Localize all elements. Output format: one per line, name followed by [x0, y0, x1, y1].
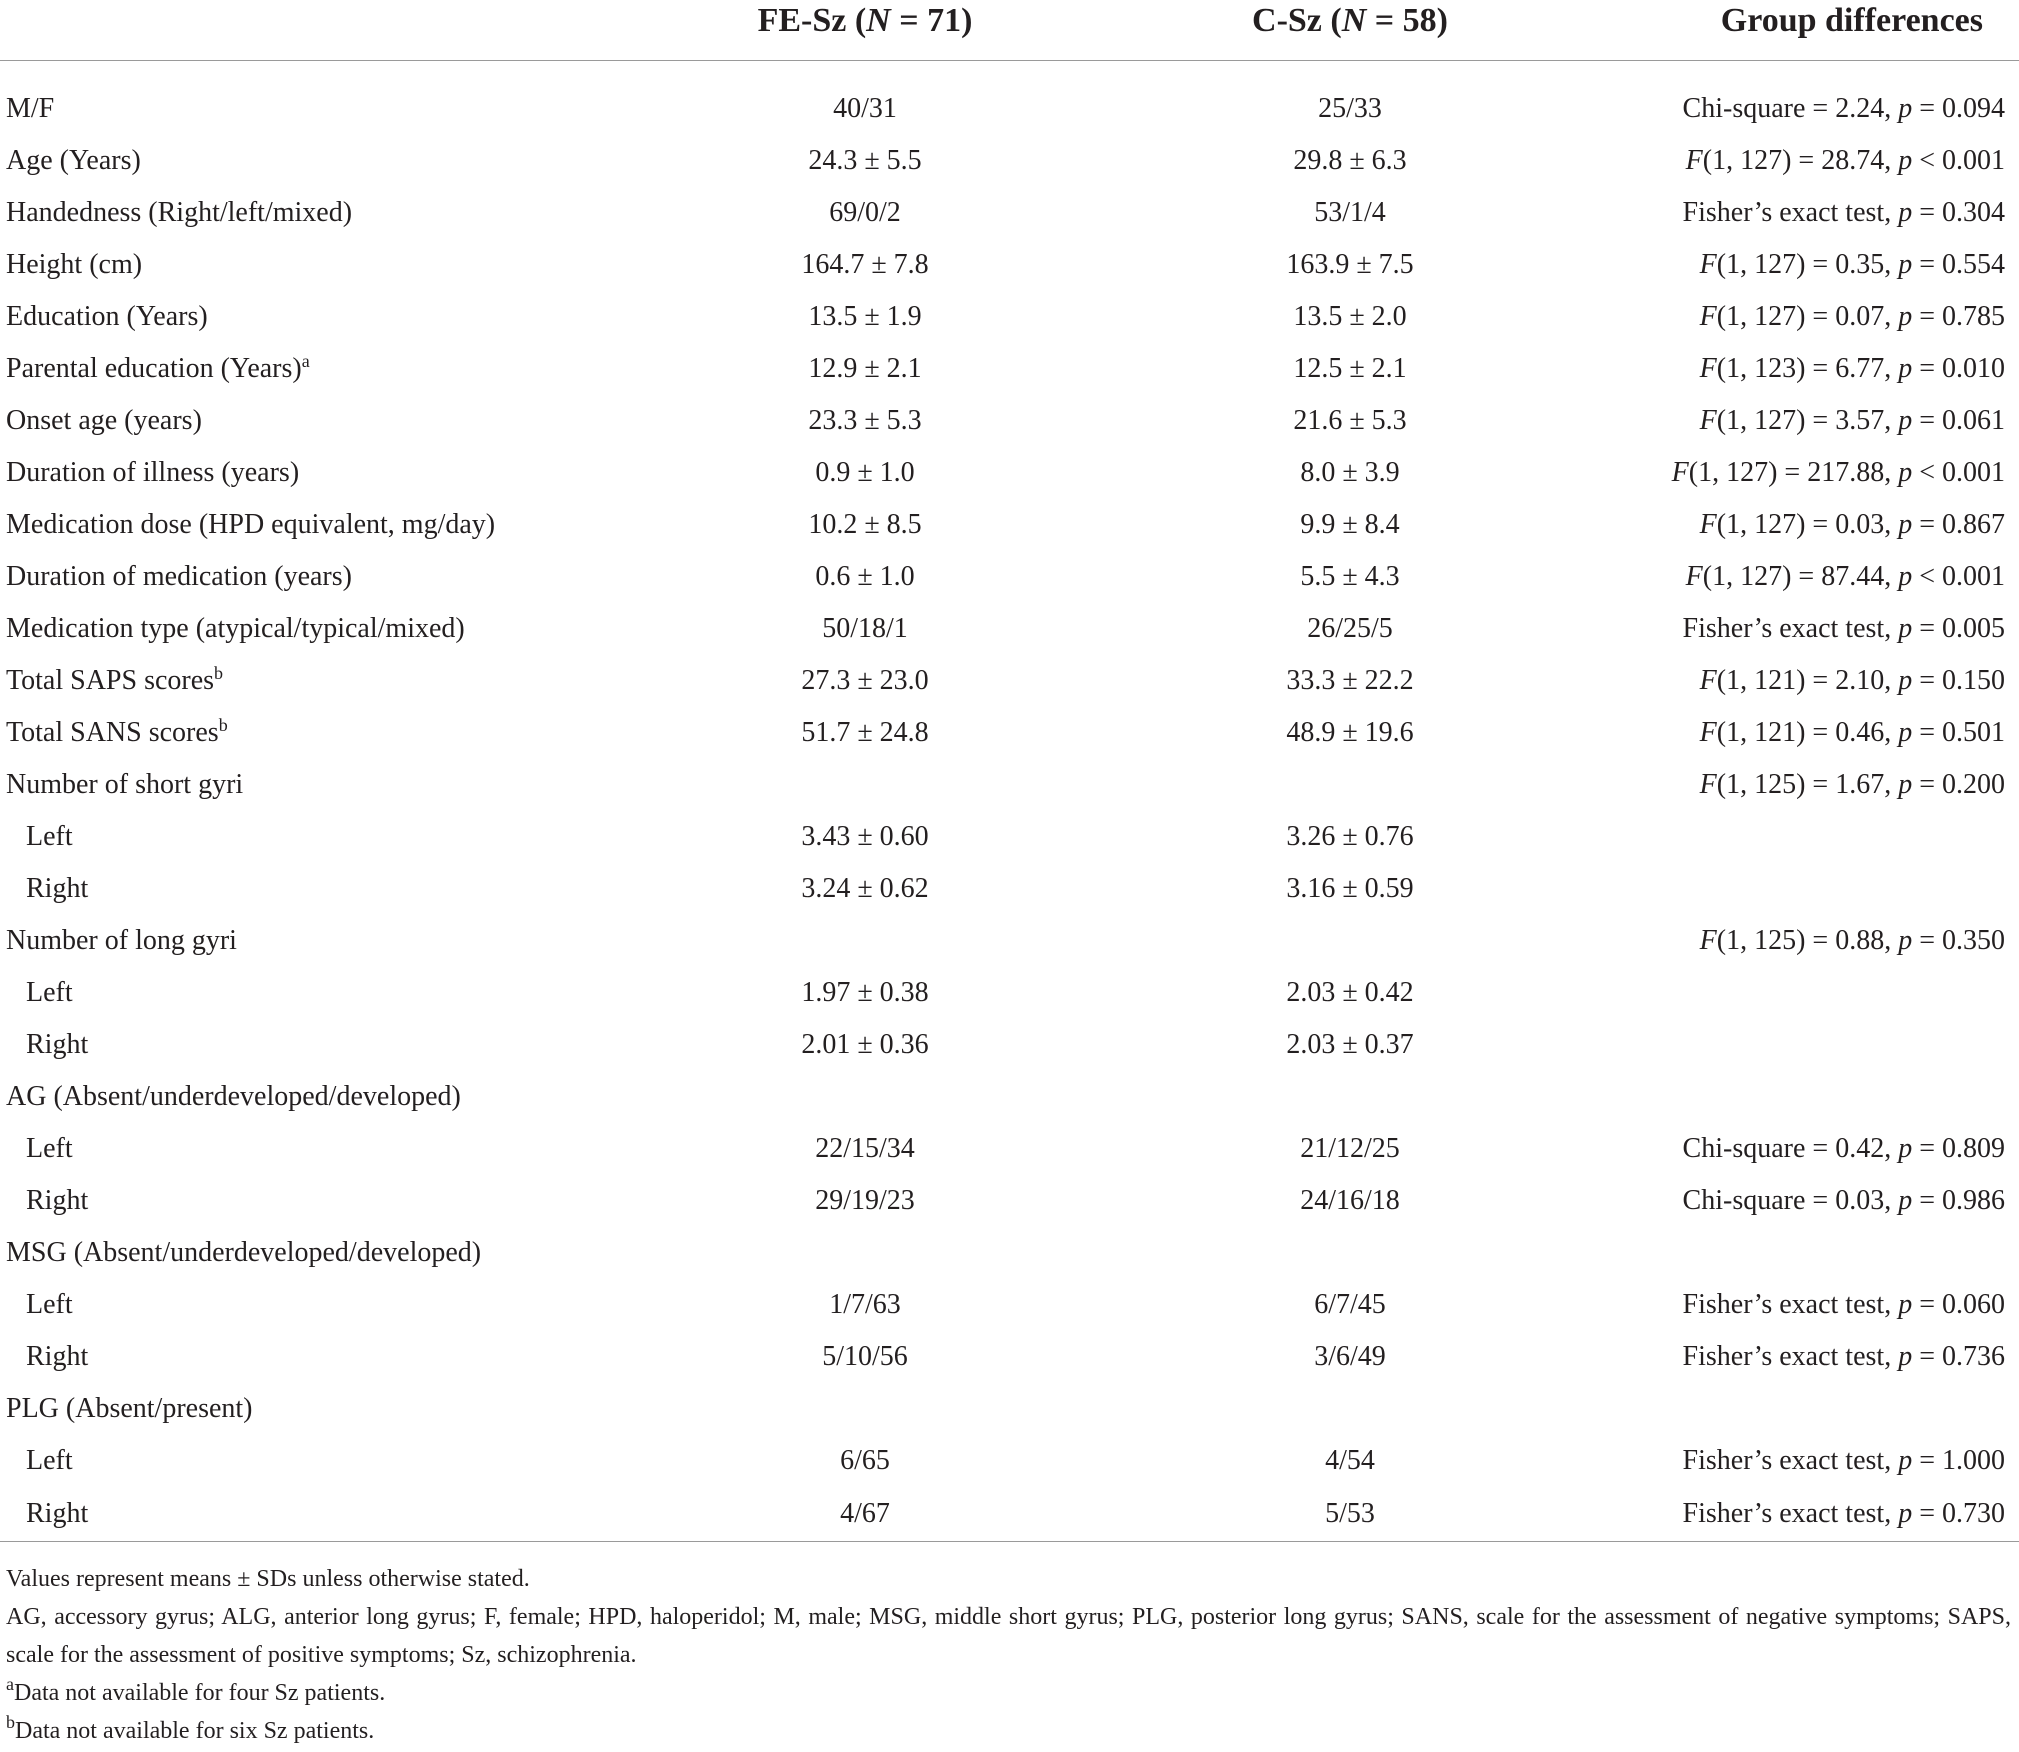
table-row — [0, 759, 2019, 811]
c-sz-value: 3.26 ± 0.76 — [1286, 821, 1414, 852]
row-label: Age (Years) — [6, 145, 141, 176]
group-difference-value: Fisher’s exact test, p = 0.060 — [1682, 1289, 2005, 1320]
table-row — [0, 1071, 2019, 1123]
row-label: PLG (Absent/present) — [6, 1393, 253, 1424]
footnote-marker: a — [301, 351, 310, 371]
table-row — [0, 499, 2019, 551]
row-label: Left — [26, 821, 73, 852]
c-sz-value: 9.9 ± 8.4 — [1300, 509, 1400, 540]
fe-sz-value — [680, 1071, 1050, 1123]
c-sz-value: 24/16/18 — [1300, 1185, 1400, 1216]
row-label: AG (Absent/underdeveloped/developed) — [6, 1081, 461, 1112]
fe-sz-value: 13.5 ± 1.9 — [808, 301, 922, 332]
group-difference-value: Fisher’s exact test, p = 0.736 — [1682, 1341, 2005, 1372]
fe-sz-value: 51.7 ± 24.8 — [801, 717, 929, 748]
c-sz-value: 48.9 ± 19.6 — [1286, 717, 1414, 748]
row-label: Parental education (Years)$^a$ — [6, 351, 310, 384]
table-row — [0, 395, 2019, 447]
group-difference-value — [1650, 1019, 2019, 1071]
table-row — [0, 1175, 2019, 1227]
fe-sz-value: 5/10/56 — [822, 1341, 908, 1372]
table-row — [0, 343, 2019, 395]
c-sz-value: 26/25/5 — [1307, 613, 1393, 644]
fe-sz-value: 0.6 ± 1.0 — [815, 561, 915, 592]
fe-sz-value: 3.43 ± 0.60 — [801, 821, 929, 852]
group-difference-value: F(1, 127) = 28.74, p < 0.001 — [1685, 145, 2005, 176]
table-row — [0, 1383, 2019, 1435]
fe-sz-value — [680, 1227, 1050, 1279]
row-label: Right — [0, 1487, 680, 1542]
table-row — [0, 655, 2019, 707]
group-difference-value: Chi-square = 2.24, p = 0.094 — [1682, 93, 2005, 124]
row-label: Left — [26, 977, 73, 1008]
note-abbreviations: AG, accessory gyrus; ALG, anterior long gyrus; F, female; HPD, haloperidol; M, male; MSG, middle short gyrus; PLG, posterior long gyrus; SANS, scale for the assessment of negative symptoms; SAPS, scale for the assessment of positive symptoms; Sz, schizophrenia. — [6, 1604, 2011, 1668]
fe-sz-value — [680, 1383, 1050, 1435]
table-notes — [6, 1560, 2011, 1750]
fe-sz-value: 1/7/63 — [829, 1289, 901, 1320]
fe-sz-value: 27.3 ± 23.0 — [801, 665, 929, 696]
fe-sz-value: 69/0/2 — [829, 197, 901, 228]
fe-sz-value: 1.97 ± 0.38 — [801, 977, 929, 1008]
table-row — [0, 551, 2019, 603]
fe-sz-value: 164.7 ± 7.8 — [801, 249, 929, 280]
row-label: Handedness (Right/left/mixed) — [6, 197, 353, 228]
table-row — [0, 1019, 2019, 1071]
row-label: Right — [26, 1185, 89, 1216]
table-row — [0, 239, 2019, 291]
c-sz-value — [1050, 1227, 1650, 1279]
c-sz-value: 5.5 ± 4.3 — [1300, 561, 1400, 592]
row-label: Medication type (atypical/typical/mixed) — [6, 613, 465, 644]
table-row — [0, 915, 2019, 967]
fe-sz-value: 24.3 ± 5.5 — [808, 145, 922, 176]
header-c-sz: C-Sz (N = 58) — [1050, 0, 1650, 61]
header-label-column — [0, 0, 680, 61]
c-sz-value: 21.6 ± 5.3 — [1293, 405, 1407, 436]
table-row — [0, 1123, 2019, 1175]
table-row — [0, 967, 2019, 1019]
fe-sz-value: 12.9 ± 2.1 — [808, 353, 922, 384]
row-label: Total SAPS scores$^b$ — [6, 663, 224, 696]
table-row — [0, 811, 2019, 863]
footnote-b: $^b$Data not available for six Sz patients. — [6, 1712, 375, 1744]
c-sz-value: 5/53 — [1050, 1487, 1650, 1542]
footnote-marker: b — [218, 715, 228, 735]
c-sz-value: 53/1/4 — [1314, 197, 1386, 228]
row-label: Number of long gyri — [6, 925, 237, 956]
table-row — [0, 291, 2019, 343]
row-label: Medication dose (HPD equivalent, mg/day) — [6, 509, 496, 540]
group-difference-value: Fisher’s exact test, p = 0.730 — [1650, 1487, 2019, 1542]
row-label: M/F — [6, 93, 55, 124]
group-difference-value — [1650, 811, 2019, 863]
c-sz-value: 163.9 ± 7.5 — [1286, 249, 1414, 280]
row-label: Education (Years) — [6, 301, 208, 332]
fe-sz-value: 4/67 — [680, 1487, 1050, 1542]
c-sz-value: 29.8 ± 6.3 — [1293, 145, 1407, 176]
c-sz-value: 6/7/45 — [1314, 1289, 1386, 1320]
c-sz-value — [1050, 1071, 1650, 1123]
row-label: Number of short gyri — [6, 769, 244, 800]
group-difference-value: F(1, 127) = 3.57, p = 0.061 — [1699, 405, 2005, 436]
group-difference-value — [1650, 863, 2019, 915]
group-difference-value: F(1, 127) = 0.35, p = 0.554 — [1699, 249, 2005, 280]
c-sz-value — [1050, 759, 1650, 811]
fe-sz-value — [680, 759, 1050, 811]
header-row — [0, 0, 2019, 61]
group-difference-value — [1650, 1227, 2019, 1279]
table-row — [0, 603, 2019, 655]
table-row — [0, 1227, 2019, 1279]
fe-sz-value: 22/15/34 — [815, 1133, 915, 1164]
group-difference-value: F(1, 127) = 0.03, p = 0.867 — [1699, 509, 2005, 540]
row-label: Duration of medication (years) — [6, 561, 352, 592]
group-difference-value: Fisher’s exact test, p = 0.304 — [1682, 197, 2005, 228]
row-label: Onset age (years) — [6, 405, 202, 436]
c-sz-value: 3.16 ± 0.59 — [1286, 873, 1414, 904]
fe-sz-value: 29/19/23 — [815, 1185, 915, 1216]
group-difference-value: F(1, 127) = 217.88, p < 0.001 — [1671, 457, 2005, 488]
fe-sz-value: 2.01 ± 0.36 — [801, 1029, 929, 1060]
fe-sz-value: 0.9 ± 1.0 — [815, 457, 915, 488]
note-values: Values represent means ± SDs unless otherwise stated. — [6, 1566, 530, 1592]
fe-sz-value: 10.2 ± 8.5 — [808, 509, 922, 540]
fe-sz-value: 3.24 ± 0.62 — [801, 873, 929, 904]
c-sz-value — [1050, 1383, 1650, 1435]
footnote-a: $^a$Data not available for four Sz patients. — [6, 1674, 386, 1706]
group-difference-value: F(1, 125) = 0.88, p = 0.350 — [1699, 925, 2005, 956]
group-difference-value: F(1, 121) = 0.46, p = 0.501 — [1699, 717, 2005, 748]
table-row — [0, 135, 2019, 187]
group-difference-value: Fisher’s exact test, p = 0.005 — [1682, 613, 2005, 644]
header-fe-sz: FE-Sz (N = 71) — [680, 0, 1050, 61]
fe-sz-value — [680, 915, 1050, 967]
group-difference-value: Fisher’s exact test, p = 1.000 — [1682, 1445, 2005, 1476]
group-difference-value: F(1, 127) = 0.07, p = 0.785 — [1699, 301, 2005, 332]
c-sz-value: 33.3 ± 22.2 — [1286, 665, 1414, 696]
header-group-differences: Group differences — [1650, 0, 2019, 61]
c-sz-value: 3/6/49 — [1314, 1341, 1386, 1372]
table-body — [0, 83, 2019, 1542]
row-label: MSG (Absent/underdeveloped/developed) — [6, 1237, 482, 1268]
row-label: Height (cm) — [6, 249, 143, 280]
table-row — [0, 863, 2019, 915]
row-label: Right — [26, 1029, 89, 1060]
c-sz-value: 2.03 ± 0.42 — [1286, 977, 1414, 1008]
table-row — [0, 1487, 2019, 1542]
table-row — [0, 707, 2019, 759]
group-difference-value: Chi-square = 0.42, p = 0.809 — [1682, 1133, 2005, 1164]
c-sz-value: 13.5 ± 2.0 — [1293, 301, 1407, 332]
table-row — [0, 83, 2019, 135]
fe-sz-value: 6/65 — [840, 1445, 890, 1476]
group-difference-value — [1650, 1383, 2019, 1435]
group-difference-value: F(1, 121) = 2.10, p = 0.150 — [1699, 665, 2005, 696]
c-sz-value — [1050, 915, 1650, 967]
table-row — [0, 1279, 2019, 1331]
c-sz-value: 4/54 — [1325, 1445, 1375, 1476]
c-sz-value: 2.03 ± 0.37 — [1286, 1029, 1414, 1060]
group-difference-value — [1650, 967, 2019, 1019]
row-label: Right — [26, 1341, 89, 1372]
table-row — [0, 1435, 2019, 1487]
row-label: Right — [26, 873, 89, 904]
c-sz-value: 12.5 ± 2.1 — [1293, 353, 1407, 384]
group-difference-value — [1650, 1071, 2019, 1123]
table-row — [0, 187, 2019, 239]
group-difference-value: F(1, 125) = 1.67, p = 0.200 — [1699, 769, 2005, 800]
c-sz-value: 25/33 — [1318, 93, 1382, 124]
c-sz-value: 21/12/25 — [1300, 1133, 1400, 1164]
table-row — [0, 1331, 2019, 1383]
group-difference-value: Chi-square = 0.03, p = 0.986 — [1682, 1185, 2005, 1216]
row-label: Total SANS scores$^b$ — [6, 715, 228, 748]
group-difference-value: F(1, 127) = 87.44, p < 0.001 — [1685, 561, 2005, 592]
table-row — [0, 447, 2019, 499]
fe-sz-value: 50/18/1 — [822, 613, 908, 644]
group-difference-value: F(1, 123) = 6.77, p = 0.010 — [1699, 353, 2005, 384]
row-label: Left — [26, 1445, 73, 1476]
footnote-marker: b — [214, 663, 224, 683]
fe-sz-value: 40/31 — [833, 93, 897, 124]
row-label: Left — [26, 1133, 73, 1164]
c-sz-value: 8.0 ± 3.9 — [1300, 457, 1400, 488]
row-label: Left — [26, 1289, 73, 1320]
row-label: Duration of illness (years) — [6, 457, 300, 488]
fe-sz-value: 23.3 ± 5.3 — [808, 405, 922, 436]
